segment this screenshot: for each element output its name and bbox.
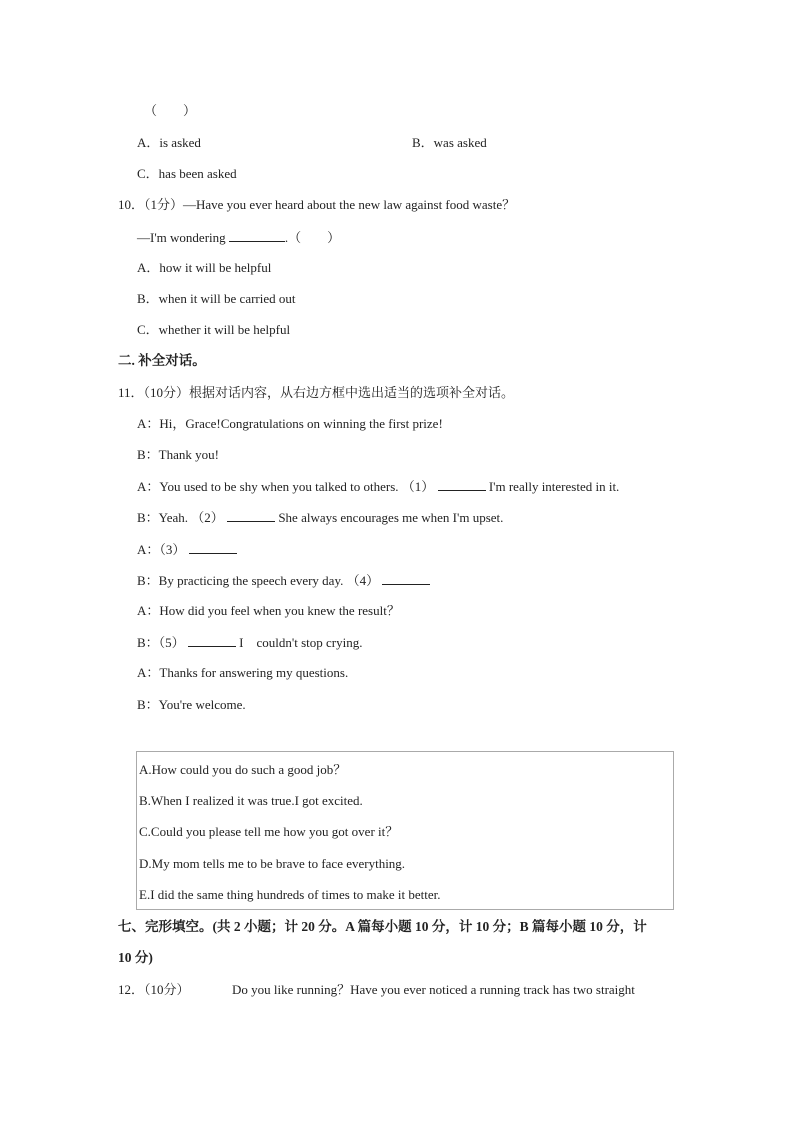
dialog-line [137,541,237,558]
dialog-line [137,509,503,526]
section-title-cloze: 七、完形填空。(共 2 小题；计 20 分。A 篇每小题 10 分，计 10 分；B 篇每小题 10 分，计 [118,919,647,934]
dialog-text: B：By practicing the speech every day. （4） [137,573,380,588]
q10-blank[interactable] [229,229,285,242]
box-option-d[interactable]: D.My mom tells me to be brave to face everything. [139,856,406,871]
dialog-text: A：Hi，Grace!Congratulations on winning the first prize! [137,416,443,431]
dialog-line [137,603,400,619]
q10-header: 10．（1分）—Have you ever heard about the new law against food waste？ [118,197,516,212]
dialog-text: I'm really interested in it. [488,479,620,494]
q10-stem-suffix: .（ ） [284,230,341,245]
option-text: is asked [159,135,201,150]
dialog-text: I couldn't stop crying. [239,635,363,650]
dialog-line [137,697,246,713]
dialog-text: B：You're welcome. [137,697,246,712]
section-title-dialog: 二. 补全对话。 [118,353,206,368]
dialog-text: B：Thank you! [137,447,219,462]
dialog-text: B：Yeah. （2） [137,510,224,525]
q12-number: 12．（10分） [118,982,190,997]
box-option-b[interactable]: B.When I realized it was true.I got excited. [139,793,363,808]
dialog-text: A：（3） [137,542,186,557]
q9-option-b[interactable] [412,135,487,151]
option-text: whether it will be helpful [158,322,291,337]
q12-text: Do you like running？Have you ever noticed a running track has two straight [232,982,635,997]
section-title-cloze-cont: 10 分) [118,950,153,965]
q9-answer-paren: （ ） [144,103,197,118]
dialog-line [137,665,348,681]
dialog-text: She always encourages me when I'm upset. [278,510,504,525]
q10-stem [137,229,340,246]
dialog-text: A：Thanks for answering my questions. [137,665,349,680]
dialog-text: A：You used to be shy when you talked to others. （1） [137,479,435,494]
dialog-line [137,416,443,432]
dialog-line [137,634,362,651]
dialog-text: A：How did you feel when you knew the result？ [137,603,400,618]
box-option-e[interactable]: E.I did the same thing hundreds of times to make it better. [139,887,441,902]
q10-option-b[interactable] [137,291,296,307]
dialog-blank-1[interactable] [438,478,486,491]
dialog-blank-5[interactable] [188,634,236,647]
option-letter: A． [137,260,160,275]
q11-header: 11．（10分）根据对话内容，从右边方框中选出适当的选项补全对话。 [118,385,515,400]
q10-option-a[interactable] [137,260,271,276]
dialog-line [137,572,430,589]
q9-option-c[interactable] [137,166,237,182]
dialog-blank-2[interactable] [227,509,275,522]
dialog-line [137,478,619,495]
option-text: was asked [433,135,487,150]
option-letter: A． [137,135,160,150]
q10-stem-prefix: —I'm wondering [137,230,226,245]
dialog-text: B：（5） [137,635,185,650]
box-option-a[interactable]: A.How could you do such a good job？ [139,762,347,777]
box-option-c[interactable]: C.Could you please tell me how you got over it？ [139,824,399,839]
dialog-blank-3[interactable] [189,541,237,554]
dialog-line [137,447,219,463]
option-text: how it will be helpful [159,260,272,275]
option-text: when it will be carried out [158,291,296,306]
q9-option-a[interactable] [137,135,201,151]
option-letter: B． [137,291,159,306]
dialog-blank-4[interactable] [382,572,430,585]
q10-option-c[interactable] [137,322,290,338]
option-text: has been asked [158,166,237,181]
options-box [136,751,674,910]
option-letter: B． [412,135,434,150]
option-letter: C． [137,322,159,337]
option-letter: C． [137,166,159,181]
